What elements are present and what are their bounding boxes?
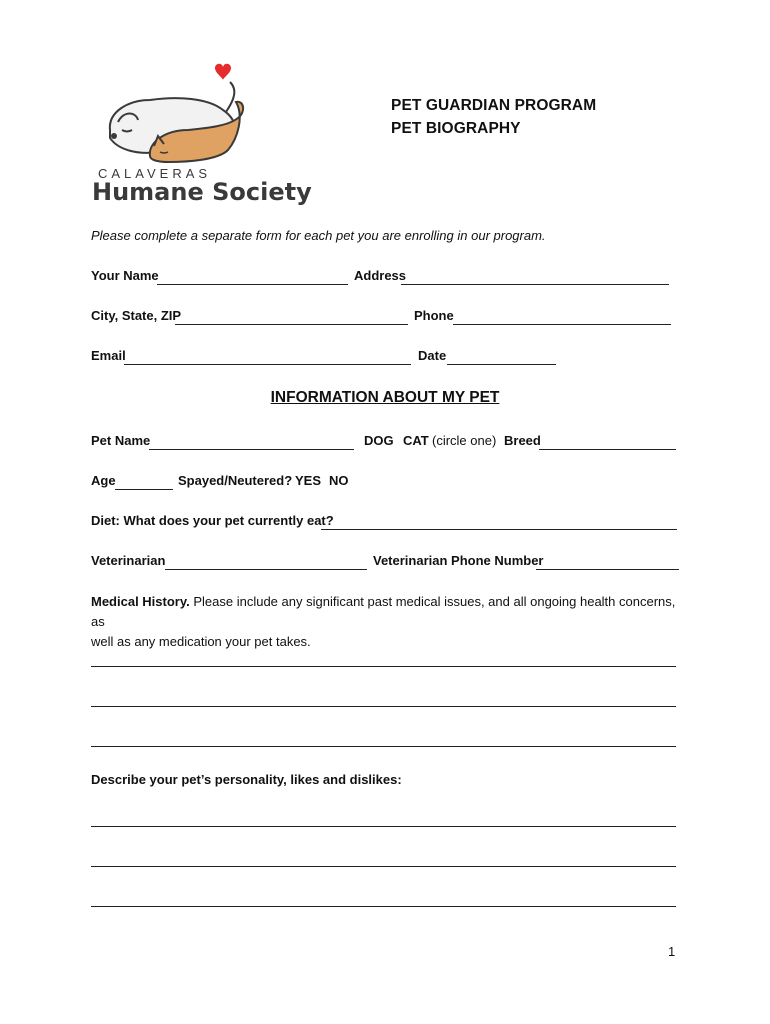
personality-label: Describe your pet’s personality, likes and dislikes:	[91, 772, 402, 787]
date-label: Date	[418, 348, 447, 363]
spayed-no-option[interactable]: NO	[329, 473, 349, 488]
phone-label: Phone	[414, 308, 454, 323]
circle-one-note: (circle one)	[432, 433, 497, 448]
medical-history-line-3[interactable]	[91, 730, 676, 747]
address-field[interactable]	[401, 268, 669, 285]
logo-line1: CALAVERAS	[98, 166, 212, 181]
city-state-zip-label: City, State, ZIP	[91, 308, 182, 323]
address-label: Address	[354, 268, 407, 283]
personality-line-3[interactable]	[91, 890, 676, 907]
medical-history-line-2[interactable]	[91, 690, 676, 707]
medical-history-text2: well as any medication your pet takes.	[91, 634, 311, 649]
email-field[interactable]	[124, 348, 411, 365]
spayed-yes-option[interactable]: YES	[295, 473, 322, 488]
pet-info-section-title: INFORMATION ABOUT MY PET	[270, 389, 500, 406]
logo-line2: Humane Society	[92, 178, 312, 206]
your-name-label: Your Name	[91, 268, 159, 283]
veterinarian-field[interactable]	[165, 553, 367, 570]
vet-phone-field[interactable]	[536, 553, 679, 570]
personality-line-1[interactable]	[91, 810, 676, 827]
cat-option[interactable]: CAT	[403, 433, 429, 448]
email-label: Email	[91, 348, 126, 363]
pet-name-field[interactable]	[149, 433, 354, 450]
age-field[interactable]	[115, 473, 173, 490]
form-title: PET BIOGRAPHY	[391, 120, 521, 137]
medical-history-line-1[interactable]	[91, 650, 676, 667]
medical-history-prompt	[91, 592, 691, 652]
diet-label: Diet: What does your pet currently eat?	[91, 513, 334, 528]
diet-field[interactable]	[321, 513, 677, 530]
veterinarian-label: Veterinarian	[91, 553, 166, 568]
medical-history-text: Please include any significant past medical issues, and all ongoing health concerns, as	[91, 594, 676, 629]
breed-label: Breed	[504, 433, 541, 448]
calaveras-humane-society-logo	[88, 60, 312, 210]
vet-phone-label: Veterinarian Phone Number	[373, 553, 544, 568]
program-title: PET GUARDIAN PROGRAM	[391, 97, 597, 114]
spayed-neutered-label: Spayed/Neutered?	[178, 473, 293, 488]
pet-name-label: Pet Name	[91, 433, 151, 448]
age-label: Age	[91, 473, 116, 488]
city-state-zip-field[interactable]	[175, 308, 408, 325]
intro-instruction: Please complete a separate form for each pet you are enrolling in our program.	[91, 228, 546, 243]
breed-field[interactable]	[539, 433, 676, 450]
date-field[interactable]	[447, 348, 556, 365]
your-name-field[interactable]	[157, 268, 348, 285]
personality-line-2[interactable]	[91, 850, 676, 867]
medical-history-label: Medical History.	[91, 594, 190, 609]
dog-option[interactable]: DOG	[364, 433, 394, 448]
page-number: 1	[668, 944, 676, 959]
phone-field[interactable]	[453, 308, 671, 325]
heart-icon	[215, 64, 231, 80]
